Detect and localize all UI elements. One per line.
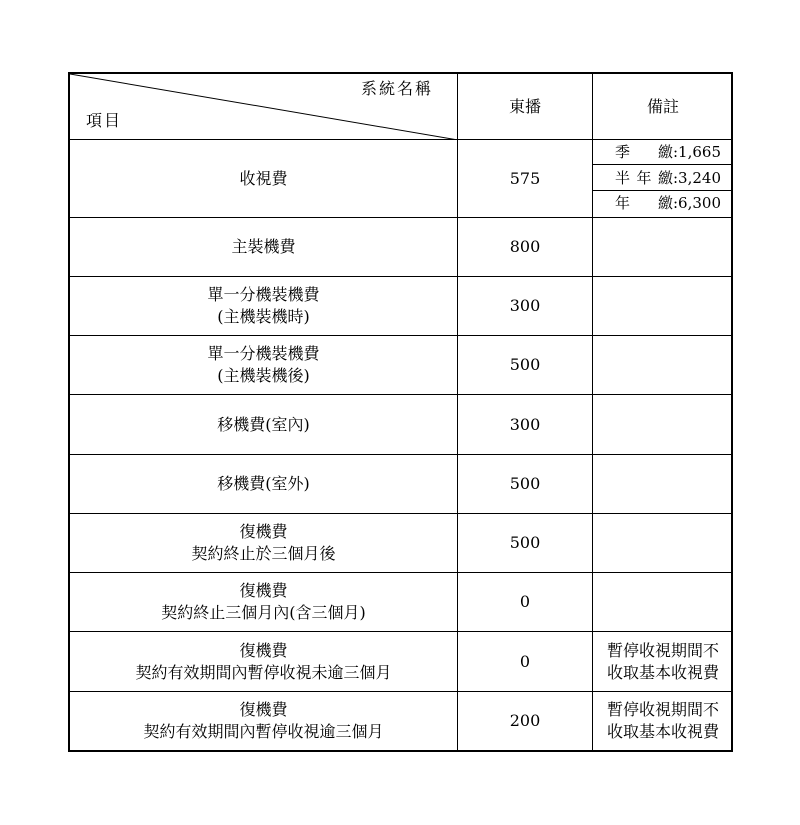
remark-label: 季 繳 [615, 143, 673, 161]
remark-cell [593, 218, 733, 276]
item-note: 契約有效期間內暫停收視逾三個月 [143, 722, 384, 741]
table-row [70, 395, 731, 455]
table-row [70, 140, 731, 218]
item-name: 主裝機費 [231, 237, 296, 256]
remark-value: :1,665 [673, 143, 721, 161]
remark-line [593, 140, 733, 165]
remark-cell [593, 573, 733, 631]
table-row [70, 692, 731, 750]
east-fee-value: 500 [509, 474, 541, 493]
item-note: (主機裝機後) [217, 366, 310, 385]
remark-cell [593, 336, 733, 394]
remark-cell [593, 514, 733, 572]
remark-text: 收取基本收視費 [606, 722, 719, 741]
item-note: 契約有效期間內暫停收視未逾三個月 [135, 662, 392, 682]
item-cell [70, 395, 458, 454]
remark-label: 半年繳 [615, 168, 673, 187]
east-fee-cell [458, 632, 593, 691]
item-note: (主機裝機時) [217, 307, 310, 326]
item-cell [70, 692, 458, 750]
item-cell [70, 514, 458, 572]
item-cell [70, 218, 458, 276]
east-fee-value: 0 [519, 651, 531, 671]
east-fee-cell [458, 692, 593, 750]
remark-cell [593, 395, 733, 454]
east-fee-cell [458, 218, 593, 276]
table-row [70, 218, 731, 277]
east-fee-cell [458, 140, 593, 217]
east-column-header: 東播 [508, 96, 541, 116]
east-fee-cell [458, 455, 593, 513]
remark-line [593, 165, 733, 190]
table-row [70, 573, 731, 632]
remark-cell [593, 692, 733, 750]
item-name: 復機費 [239, 581, 288, 600]
item-name: 單一分機裝機費 [207, 344, 320, 363]
table-row [70, 514, 731, 573]
east-fee-cell [458, 514, 593, 572]
item-cell [70, 573, 458, 631]
east-fee-value: 500 [509, 355, 541, 374]
table-row [70, 632, 731, 692]
remark-cell [593, 455, 733, 513]
header-corner-cell [70, 74, 458, 139]
item-note: 契約終止於三個月後 [191, 544, 336, 563]
header-east-cell [458, 74, 593, 139]
table-row [70, 455, 731, 514]
table-header-row [70, 74, 731, 140]
east-fee-cell [458, 277, 593, 335]
item-cell [70, 632, 458, 691]
item-cell [70, 277, 458, 335]
table-row [70, 277, 731, 336]
item-cell [70, 455, 458, 513]
remark-text: 暫停收視期間不 [606, 700, 719, 719]
remark-text: 暫停收視期間不 [606, 640, 719, 660]
remark-cell [593, 632, 733, 691]
item-label: 項目 [86, 111, 123, 130]
east-fee-value: 0 [519, 592, 531, 611]
item-cell [70, 140, 458, 217]
table-row [70, 336, 731, 395]
item-name: 收視費 [239, 168, 288, 188]
east-fee-value: 500 [509, 533, 541, 552]
remark-text: 收取基本收視費 [606, 662, 719, 682]
header-remark-cell [593, 74, 733, 139]
east-fee-value: 300 [509, 296, 541, 315]
east-fee-cell [458, 336, 593, 394]
fee-table [68, 72, 733, 752]
east-fee-value: 800 [509, 237, 541, 256]
east-fee-cell [458, 395, 593, 454]
east-fee-value: 575 [509, 168, 541, 188]
east-fee-value: 200 [509, 711, 541, 730]
remark-cell [593, 140, 733, 217]
remark-value: :3,240 [673, 168, 721, 187]
item-cell [70, 336, 458, 394]
item-note: 契約終止三個月內(含三個月) [161, 603, 366, 622]
item-name: 復機費 [239, 640, 288, 660]
item-name: 移機費(室內) [217, 414, 310, 434]
item-name: 單一分機裝機費 [207, 285, 320, 304]
remark-column-header: 備註 [646, 96, 679, 116]
remark-cell [593, 277, 733, 335]
item-name: 復機費 [239, 700, 288, 719]
remark-line [593, 190, 733, 215]
system-name-label: 系統名稱 [360, 79, 433, 98]
item-name: 復機費 [239, 522, 288, 541]
east-fee-cell [458, 573, 593, 631]
remark-value: :6,300 [673, 194, 721, 212]
remark-label: 年 繳 [615, 194, 673, 212]
east-fee-value: 300 [509, 414, 541, 434]
item-name: 移機費(室外) [217, 474, 310, 493]
